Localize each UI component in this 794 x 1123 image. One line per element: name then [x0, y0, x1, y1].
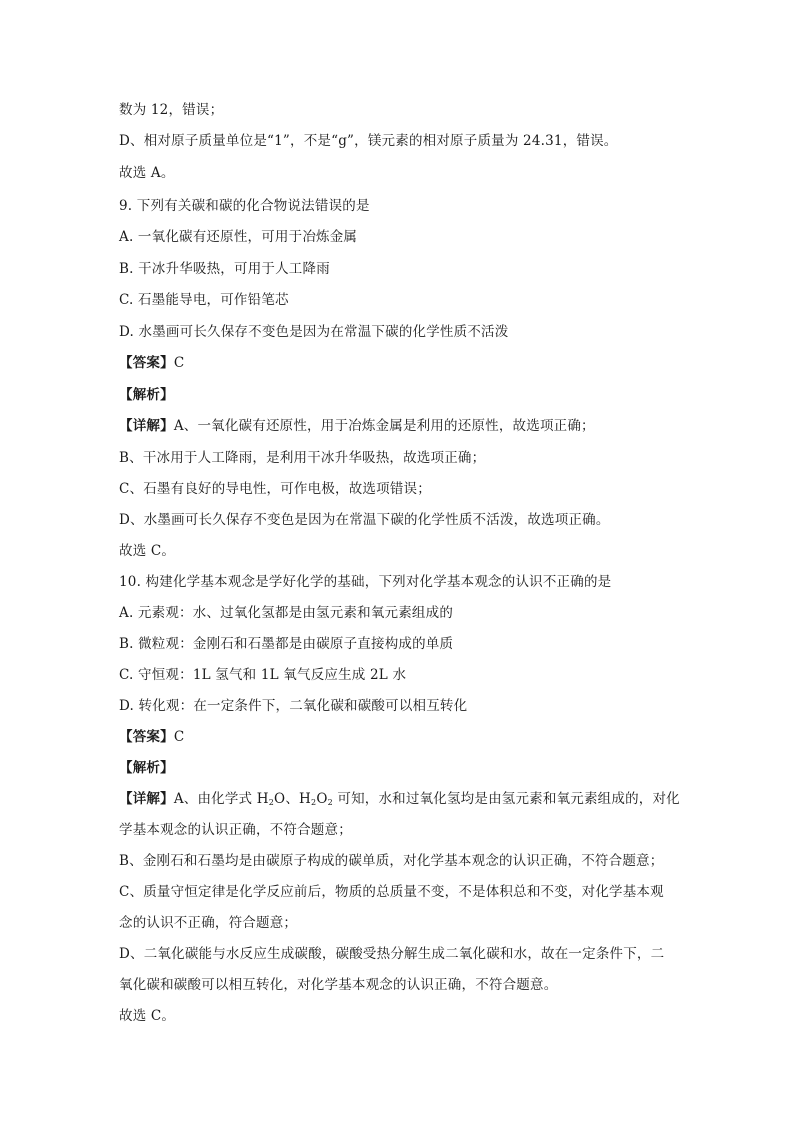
- formula-hydrogen-peroxide: [299, 791, 333, 807]
- q10-analysis-label: [119, 758, 174, 778]
- detail-text: 可知，水和过氧化氢均是由氢元素和氧元素组成的，对化: [332, 791, 680, 807]
- answer-value: C: [173, 355, 185, 371]
- q9-detail-a: [119, 416, 595, 436]
- question-9-stem: 9. 下列有关碳和碳的化合物说法错误的是: [119, 198, 370, 214]
- formula-o: O: [274, 791, 286, 807]
- continuation-line: 数为 12，错误；: [119, 102, 224, 118]
- q10-detail-d: D、二氧化碳能与水反应生成碳酸，碳酸受热分解生成二氧化碳和水，故在一定条件下，二: [119, 946, 665, 962]
- q10-conclusion: 故选 C。: [119, 1008, 176, 1024]
- q9-detail-d: D、水墨画可长久保存不变色是因为在常温下碳的化学性质不活泼，故选项正确。: [119, 512, 610, 528]
- q9-option-d: D. 水墨画可长久保存不变色是因为在常温下碳的化学性质不活泼: [119, 324, 509, 340]
- q10-detail-a: [119, 789, 680, 813]
- q9-conclusion: 故选 C。: [119, 543, 176, 559]
- formula-subscript: 2: [268, 798, 275, 807]
- continuation-line: D、相对原子质量单位是“1”，不是“g”，镁元素的相对原子质量为 24.31，错误。: [119, 133, 618, 149]
- q10-detail-c-cont: 念的认识不正确，符合题意；: [119, 915, 298, 931]
- formula-o: O: [316, 791, 328, 807]
- q10-option-d: D. 转化观：在一定条件下，二氧化碳和碳酸可以相互转化: [119, 698, 468, 714]
- q9-answer: [119, 353, 184, 373]
- conclusion-line: 故选 A。: [119, 165, 175, 181]
- q10-answer: [119, 727, 184, 747]
- analysis-label: 【解析】: [119, 387, 174, 403]
- q10-option-c: C. 守恒观：1L 氢气和 1L 氧气反应生成 2L 水: [119, 667, 407, 683]
- detail-label: 【详解】: [119, 791, 174, 807]
- q10-detail-b: B、金刚石和石墨均是由碳原子构成的碳单质，对化学基本观念的认识正确，不符合题意；: [119, 853, 664, 869]
- formula-h: H: [256, 791, 269, 807]
- analysis-label: 【解析】: [119, 760, 174, 776]
- formula-subscript: 2: [311, 798, 317, 807]
- detail-label: 【详解】: [119, 418, 174, 434]
- formula-water: [257, 791, 286, 807]
- q10-detail-c: C、质量守恒定律是化学反应前后，物质的总质量不变，不是体积总和不变，对化学基本观: [119, 884, 664, 900]
- q9-option-a: A. 一氧化碳有还原性，可用于冶炼金属: [119, 229, 358, 245]
- q9-detail-c: C、石墨有良好的导电性，可作电极，故选项错误；: [119, 481, 431, 497]
- q10-detail-a-cont: 学基本观念的认识正确，不符合题意；: [119, 822, 352, 838]
- answer-label: 【答案】: [119, 355, 174, 371]
- q10-option-a: A. 元素观：水、过氧化氢都是由氢元素和氧元素组成的: [119, 605, 454, 621]
- question-10-stem: 10. 构建化学基本观念是学好化学的基础，下列对化学基本观念的认识不正确的是: [119, 574, 612, 590]
- detail-text: A、由化学式: [173, 791, 257, 807]
- q9-detail-b: B、干冰用于人工降雨，是利用干冰升华吸热，故选项正确；: [119, 450, 486, 466]
- q9-option-b: B. 干冰升华吸热，可用于人工降雨: [119, 261, 330, 277]
- formula-subscript: 2: [327, 798, 333, 807]
- q9-analysis-label: [119, 385, 174, 405]
- formula-separator: 、: [285, 791, 300, 807]
- q10-detail-d-cont: 氧化碳和碳酸可以相互转化，对化学基本观念的认识正确，不符合题意。: [119, 977, 558, 993]
- answer-value: C: [173, 729, 185, 745]
- formula-h: H: [299, 791, 312, 807]
- q10-option-b: B. 微粒观：金刚石和石墨都是由碳原子直接构成的单质: [119, 636, 454, 652]
- q9-option-c: C. 石墨能导电，可作铅笔芯: [119, 292, 289, 308]
- answer-label: 【答案】: [119, 729, 174, 745]
- detail-text: A、一氧化碳有还原性，用于冶炼金属是利用的还原性，故选项正确；: [173, 418, 595, 434]
